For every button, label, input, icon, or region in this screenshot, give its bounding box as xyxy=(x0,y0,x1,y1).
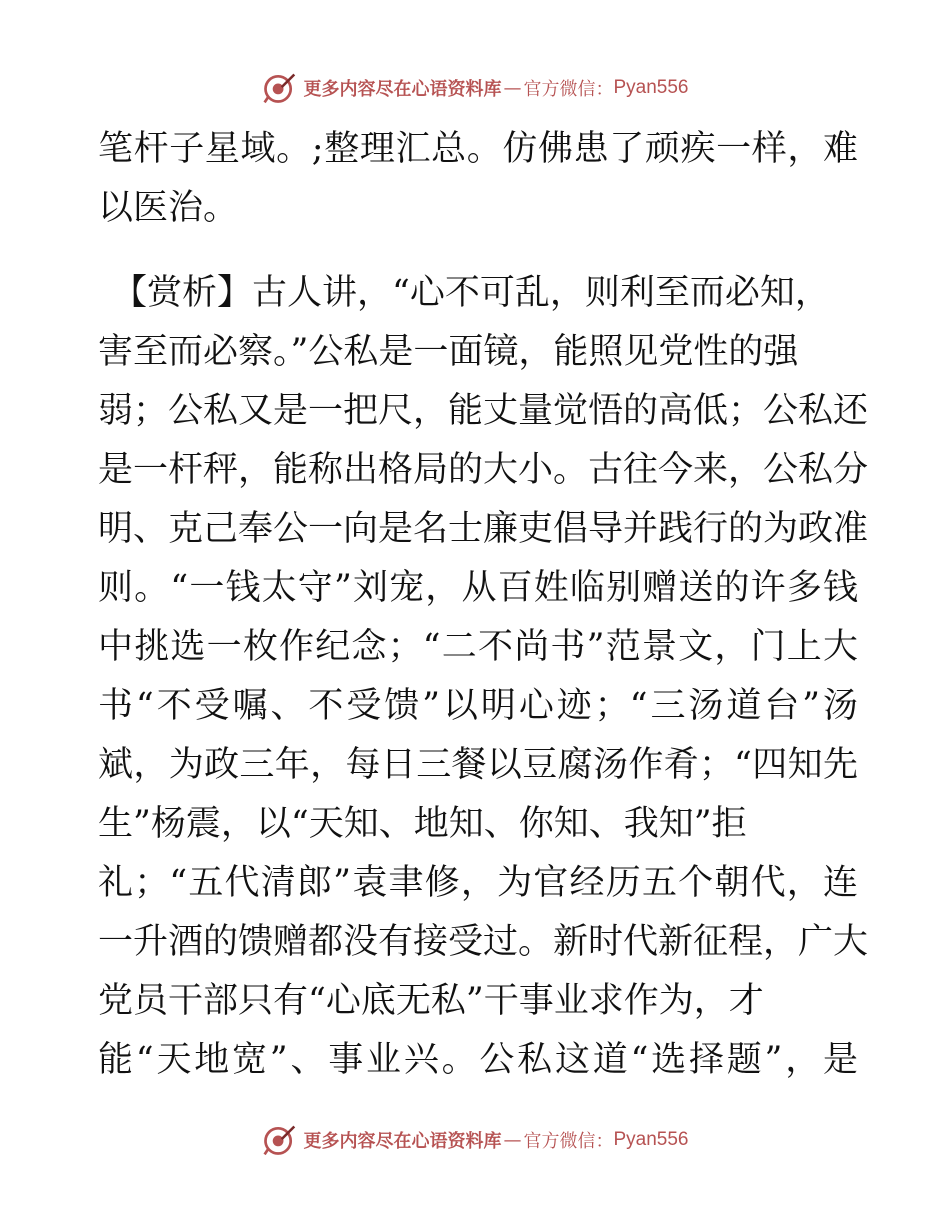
text-line: 生”杨震，以“天知、地知、你知、我知”拒 xyxy=(98,804,747,844)
document-body xyxy=(98,120,869,1090)
text-line: 斌，为政三年，每日三餐以豆腐汤作肴；“四知先 xyxy=(98,745,858,785)
pen-logo-icon xyxy=(261,70,297,106)
watermark-label: 官方微信： xyxy=(523,79,614,100)
text-line: 害至而必察。”公私是一面镜，能照见党性的强 xyxy=(98,332,799,372)
watermark-text: 更多内容尽在心语资料库 xyxy=(303,79,502,100)
text-line: 一升酒的馈赠都没有接受过。新时代新征程，广大 xyxy=(98,922,869,962)
text-line: 明、克己奉公一向是名士廉吏倡导并践行的为政准 xyxy=(98,509,869,549)
paragraph-1 xyxy=(98,120,858,238)
watermark-dash: — xyxy=(503,1129,522,1151)
text-line: 中挑选一枚作纪念；“二不尚书”范景文，门上大 xyxy=(98,627,858,667)
footer-watermark xyxy=(0,1122,950,1158)
watermark-wechat-id: Pyan556 xyxy=(613,77,689,98)
text-line: 以医治。 xyxy=(98,188,239,228)
text-line: 则。“一钱太守”刘宠，从百姓临别赠送的许多钱 xyxy=(98,568,858,608)
text-line: 书“不受嘱、不受馈”以明心迹；“三汤道台”汤 xyxy=(98,686,858,726)
text-line: 党员干部只有“心底无私”干事业求作为，才 xyxy=(98,981,764,1021)
text-line: 礼；“五代清郎”袁聿修，为官经历五个朝代，连 xyxy=(98,863,858,903)
watermark-wechat-id: Pyan556 xyxy=(613,1129,689,1150)
text-line: 能“天地宽”、事业兴。公私这道“选择题”，是 xyxy=(98,1040,858,1080)
pen-logo-icon xyxy=(261,1122,297,1158)
watermark-label: 官方微信： xyxy=(523,1131,614,1152)
text-line: 【赏析】古人讲，“心不可乱，则利至而必知， xyxy=(112,273,830,313)
paragraph-2 xyxy=(98,264,869,1090)
text-line: 笔杆子星域。;整理汇总。仿佛患了顽疾一样，难 xyxy=(98,129,858,169)
text-line: 弱；公私又是一把尺，能丈量觉悟的高低；公私还 xyxy=(98,391,869,431)
text-line: 是一杆秤，能称出格局的大小。古往今来，公私分 xyxy=(98,450,869,490)
watermark-dash: — xyxy=(503,77,522,99)
header-watermark xyxy=(0,70,950,106)
watermark-text: 更多内容尽在心语资料库 xyxy=(303,1131,502,1152)
